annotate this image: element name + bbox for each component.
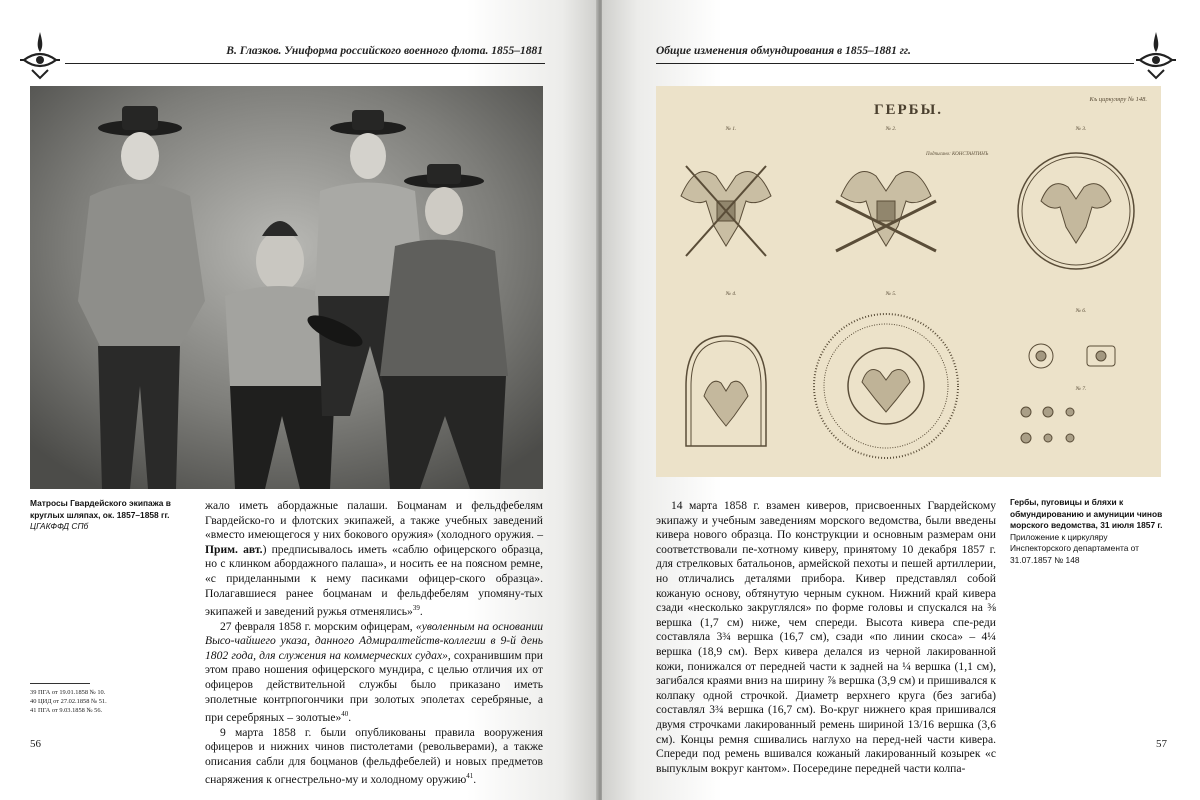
corner-ornament-icon bbox=[20, 30, 60, 80]
double-headed-eagle-icon bbox=[836, 172, 936, 252]
footnote-41: 41 ПГА от 9.03.1858 № 56. bbox=[30, 707, 103, 715]
footnote-39: 39 ПГА от 19.01.1858 № 10. bbox=[30, 689, 106, 696]
footnote-rule bbox=[30, 683, 90, 684]
button-icon bbox=[1021, 407, 1074, 443]
right-body-text bbox=[656, 499, 996, 776]
plate-label-3: № 3. bbox=[1075, 126, 1087, 132]
paragraph-3: 9 марта 1858 г. были опубликованы правила вооружения офицеров и нижних чинов пистолетами (револьверами), а также описания сабли для боцманов (фельдфебелей) и новых предметов снаряжения к огнестрельно-му и холодному оружию$^{41}$. bbox=[205, 725, 543, 787]
plate-label-5: № 5. bbox=[885, 291, 897, 297]
footnotes bbox=[30, 688, 190, 716]
small-plaque-icon bbox=[1087, 346, 1115, 366]
footnote-40: 40 ЦИД от 27.02.1858 № 51. bbox=[30, 698, 107, 706]
plate-caption-title: Гербы, пуговицы и бляхи к обмундированию и амуниции чинов морского ведомства, 31 июля 1857 г. bbox=[1010, 497, 1163, 530]
paragraph-kiver: 14 марта 1858 г. взамен киверов, присвоенных Гвардейскому экипажу и учебным заведениям морского ведомства, были введены кивера нового образца. По конструкции и основным размерам они соответствовали пе-хотному киверу, принятому 10 декабря 1857 г. для стрелковых батальонов, армейской пехоты и пешей артиллерии, но отличались деталями прибора. Кивер представлял собой кожаную основу, обтянутую черным сукном. Нижний край кивера сзади «несколько закруглялся» по форме головы и спускался на ⅜ вершка (1,7 см) ниже, чем спереди. Высота кивера спе-реди составляла 3¾ вершка (16,7 см), сзади «по линии скоса» – 4¼ вершка (18,9 см). Верх кивера делался из черной лакированной кожи, понижался от передней части к задней на ¼ вершка (1,1 см), загибался краями вниз на ширину ⅞ вершка (3,9 см) и пришивался к колпаку одной строчкой. Диаметр верхнего круга (без загиба) составлял 3¾ вершка (16,7 см). Во-круг нижнего края пришивался двумя строчками лакированный ремень шириной 13/16 вершка (3,6 см). Концы ремня сшивались наглухо на перед-ней части кивера. Спереди под ремень вшивался кожаный лакированный козырек «с выпуклым вокруг кантом». Посередине передней части колпа- bbox=[656, 499, 996, 775]
plate-caption bbox=[1010, 497, 1165, 566]
running-header: Общие изменения обмундирования в 1855–1881 гг. bbox=[656, 45, 911, 57]
left-body-text bbox=[205, 499, 543, 788]
plate-label-6: № 6. bbox=[1075, 308, 1087, 314]
paragraph-1: жало иметь абордажные палаши. Боцманам и фельдфебелям Гвардейско-го и флотских экипажей, а также учебных заведений «вместо имеющегося у них бокового оружия» (холодного оружия. – Прим. авт.) предписывалось иметь «саблю офицерского образца, но с клинком абордажного палаша», и носить ее на поясном ремне, «с приделанными к нему пасиками офицер-ского образца». Полагавшиеся ранее боцманам и фельдфебелям упомяну-тых экипажей и заведений ружья отменялись»$^{39}$. bbox=[205, 499, 543, 619]
photo-caption-source: ЦГАКФФД СПб bbox=[30, 521, 89, 531]
plate-caption-detail: Приложение к циркуляру Инспекторского департамента от 31.07.1857 № 148 bbox=[1010, 531, 1139, 565]
paragraph-2: 27 февраля 1858 г. морским офицерам, «уволенным на основании Высо-чайшего указа, данного Адмиралтейств-коллегии в 9-й день 1802 года, для служения на коммерческих судах», сохранившим при этом право ношения офицерского мундира, с целью отличия их от офицеров действительной службы было приказано иметь эполетные контрпогончики при золотых эполетах серебряные, а при серебряных – золотые»$^{40}$. bbox=[205, 619, 543, 725]
photo-caption-title: Матросы Гвардейского экипажа в круглых шляпах, ок. 1857–1858 гг. bbox=[30, 498, 171, 520]
left-page bbox=[0, 0, 598, 800]
corner-ornament-icon bbox=[1136, 30, 1176, 80]
plate-signature-note: Подписано: КОНСТАНТИНЪ bbox=[926, 152, 989, 157]
plate-drawings bbox=[656, 86, 1161, 477]
double-headed-eagle-icon bbox=[681, 166, 771, 256]
plate-label-7: № 7. bbox=[1075, 386, 1087, 392]
plate-label-2: № 2. bbox=[885, 126, 897, 132]
circular-badge-icon bbox=[1018, 153, 1134, 269]
photo-caption bbox=[30, 498, 180, 533]
header-rule bbox=[656, 63, 1134, 64]
arched-plate-icon bbox=[686, 336, 766, 446]
sailors-figures bbox=[30, 86, 543, 489]
header-rule bbox=[65, 63, 545, 64]
running-header: В. Глазков. Униформа российского военного флота. 1855–1881 bbox=[226, 45, 543, 57]
page-number: 56 bbox=[30, 738, 41, 750]
plate-reference: Къ циркуляру № 148. bbox=[1089, 96, 1147, 103]
plate-title: ГЕРБЫ. bbox=[873, 102, 944, 118]
small-medallion-icon bbox=[1029, 344, 1053, 368]
page-number: 57 bbox=[1156, 738, 1167, 750]
coat-of-arms-plate bbox=[656, 86, 1161, 477]
sailors-photograph bbox=[30, 86, 543, 489]
sunburst-badge-icon bbox=[814, 314, 958, 458]
plate-label-1: № 1. bbox=[725, 126, 737, 132]
plate-label-4: № 4. bbox=[725, 291, 737, 297]
